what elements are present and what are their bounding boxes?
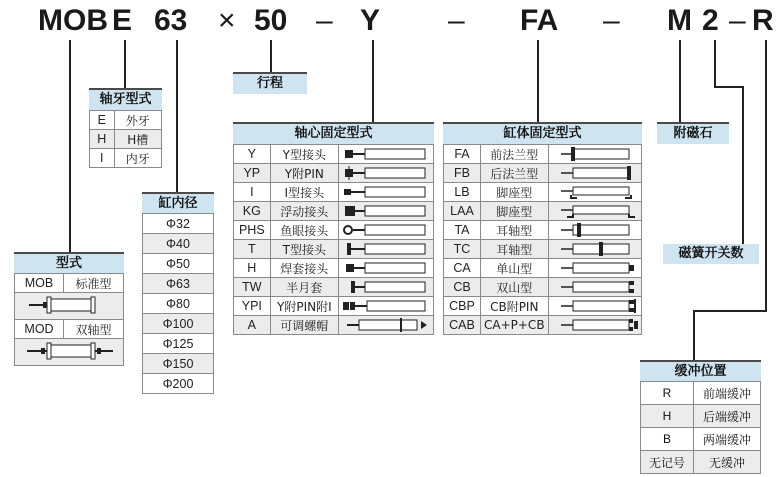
connector-line	[69, 40, 71, 252]
table-row	[143, 314, 214, 334]
body-code: LB	[444, 183, 481, 202]
body-code: CA	[444, 259, 481, 278]
cylinder-icon	[339, 240, 434, 259]
body-label: 脚座型	[481, 183, 549, 202]
table-row	[234, 202, 434, 221]
bore-value: Φ150	[143, 354, 214, 374]
rod-code: YPI	[234, 297, 271, 316]
style-code: MOB	[15, 274, 64, 293]
thread-type-table	[89, 110, 162, 168]
cylinder-icon	[548, 202, 641, 221]
table-row	[641, 428, 761, 451]
table-row	[15, 320, 124, 339]
table-row	[444, 259, 642, 278]
cylinder-icon	[548, 297, 641, 316]
table-row	[444, 297, 642, 316]
rod-label: 浮动接头	[270, 202, 338, 221]
connector-line	[714, 40, 716, 88]
cylinder-icon	[339, 221, 434, 240]
body-code: FB	[444, 164, 481, 183]
body-label: CA+P+CB	[481, 316, 549, 335]
cushion-code: 无记号	[641, 451, 694, 474]
table-row	[444, 316, 642, 335]
table-row	[90, 149, 162, 168]
table-row	[143, 274, 214, 294]
body-code: FA	[444, 145, 481, 164]
rod-code: PHS	[234, 221, 271, 240]
table-row	[234, 145, 434, 164]
double-rod-cylinder-icon	[15, 339, 124, 366]
thread-label: H槽	[114, 130, 161, 149]
rod-label: 可调螺帽	[270, 316, 338, 335]
bore-value: Φ200	[143, 374, 214, 394]
rod-label: T型接头	[270, 240, 338, 259]
thread-label: 外牙	[114, 111, 161, 130]
cylinder-icon	[548, 259, 641, 278]
cylinder-icon	[548, 316, 641, 335]
connector-line	[742, 86, 744, 244]
table-row	[641, 451, 761, 474]
connector-line	[372, 40, 374, 122]
cylinder-icon	[548, 221, 641, 240]
table-row	[15, 293, 124, 320]
table-row	[444, 202, 642, 221]
table-row	[143, 294, 214, 314]
cylinder-icon	[548, 183, 641, 202]
rod-code: T	[234, 240, 271, 259]
table-row	[143, 374, 214, 394]
table-row	[444, 164, 642, 183]
table-row	[444, 278, 642, 297]
thread-label: 内牙	[114, 149, 161, 168]
table-row	[15, 339, 124, 366]
connector-line	[270, 40, 272, 72]
bore-value: Φ80	[143, 294, 214, 314]
cushion-label: 前端缓冲	[694, 382, 761, 405]
cylinder-icon	[339, 316, 434, 335]
rod-code: H	[234, 259, 271, 278]
table-row	[143, 254, 214, 274]
magnet-title: 附磁石	[657, 122, 729, 144]
rod-code: Y	[234, 145, 271, 164]
code-dash-4: –	[729, 4, 746, 37]
style-label: 双轴型	[64, 320, 124, 339]
style-title: 型式	[14, 252, 124, 274]
rod-label: 半月套	[270, 278, 338, 297]
body-mount-table	[443, 144, 642, 335]
table-row	[234, 259, 434, 278]
connector-line	[176, 40, 178, 192]
switch-count-title: 磁簧开关数	[663, 244, 759, 264]
bore-value: Φ50	[143, 254, 214, 274]
body-label: CB附PIN	[481, 297, 549, 316]
body-label: 耳轴型	[481, 240, 549, 259]
rod-label: I型接头	[270, 183, 338, 202]
rod-code: A	[234, 316, 271, 335]
code-dash-3: –	[603, 4, 620, 37]
body-code: TA	[444, 221, 481, 240]
body-label: 脚座型	[481, 202, 549, 221]
cushion-label: 两端缓冲	[694, 428, 761, 451]
table-row	[143, 214, 214, 234]
thread-code: I	[90, 149, 115, 168]
table-row	[90, 111, 162, 130]
body-label: 单山型	[481, 259, 549, 278]
connector-line	[124, 40, 126, 88]
table-row	[143, 334, 214, 354]
connector-line	[714, 86, 744, 88]
body-label: 前法兰型	[481, 145, 549, 164]
code-stroke: 50	[254, 4, 288, 37]
cylinder-icon	[548, 278, 641, 297]
connector-line	[693, 310, 767, 312]
cylinder-icon	[339, 164, 434, 183]
style-label: 标准型	[64, 274, 124, 293]
table-row	[444, 221, 642, 240]
rod-label: Y附PIN	[270, 164, 338, 183]
cushion-code: B	[641, 428, 694, 451]
cylinder-icon	[339, 259, 434, 278]
body-mount-title: 缸体固定型式	[443, 122, 642, 144]
code-body-mount: FA	[520, 4, 559, 37]
body-code: CB	[444, 278, 481, 297]
rod-label: Y附PIN附I	[270, 297, 338, 316]
table-row	[143, 354, 214, 374]
table-row	[234, 183, 434, 202]
thread-code: H	[90, 130, 115, 149]
connector-line	[693, 310, 695, 360]
table-row	[444, 145, 642, 164]
table-row	[444, 183, 642, 202]
table-row	[15, 274, 124, 293]
body-code: LAA	[444, 202, 481, 221]
thread-code: E	[90, 111, 115, 130]
table-row	[234, 316, 434, 335]
rod-label: 鱼眼接头	[270, 221, 338, 240]
body-code: CAB	[444, 316, 481, 335]
code-times: ×	[218, 4, 236, 37]
table-row	[90, 130, 162, 149]
code-thread: E	[112, 4, 133, 37]
code-rod-mount: Y	[360, 4, 381, 37]
rod-code: I	[234, 183, 271, 202]
table-row	[234, 278, 434, 297]
body-label: 双山型	[481, 278, 549, 297]
rod-label: 焊套接头	[270, 259, 338, 278]
code-magnet: M	[667, 4, 692, 37]
bore-table	[142, 213, 214, 394]
style-table	[14, 273, 124, 366]
rod-label: Y型接头	[270, 145, 338, 164]
table-row	[234, 240, 434, 259]
rod-code: TW	[234, 278, 271, 297]
cylinder-icon	[339, 297, 434, 316]
cylinder-icon	[548, 164, 641, 183]
body-code: CBP	[444, 297, 481, 316]
bore-value: Φ125	[143, 334, 214, 354]
cylinder-icon	[339, 183, 434, 202]
table-row	[143, 234, 214, 254]
cylinder-icon	[339, 202, 434, 221]
bore-value: Φ40	[143, 234, 214, 254]
rod-mount-title: 轴心固定型式	[233, 122, 434, 144]
cushion-code: R	[641, 382, 694, 405]
rod-mount-table	[233, 144, 434, 335]
standard-cylinder-icon	[15, 293, 124, 320]
style-code: MOD	[15, 320, 64, 339]
cylinder-icon	[339, 145, 434, 164]
connector-line	[679, 40, 681, 122]
code-prefix: MOB	[38, 4, 108, 37]
table-row	[234, 164, 434, 183]
table-row	[641, 405, 761, 428]
body-label: 后法兰型	[481, 164, 549, 183]
rod-code: KG	[234, 202, 271, 221]
code-switch-count: 2	[702, 4, 719, 37]
code-cushion: R	[752, 4, 774, 37]
table-row	[234, 297, 434, 316]
table-row	[234, 221, 434, 240]
cushion-table	[640, 381, 761, 474]
cushion-label: 后端缓冲	[694, 405, 761, 428]
table-row	[444, 240, 642, 259]
connector-line	[537, 40, 539, 122]
body-code: TC	[444, 240, 481, 259]
bore-value: Φ32	[143, 214, 214, 234]
cylinder-icon	[339, 278, 434, 297]
code-bore: 63	[154, 4, 188, 37]
cylinder-icon	[548, 145, 641, 164]
code-dash-1: –	[316, 4, 333, 37]
table-row	[641, 382, 761, 405]
stroke-title: 行程	[233, 72, 307, 94]
code-dash-2: –	[448, 4, 465, 37]
rod-code: YP	[234, 164, 271, 183]
cushion-title: 缓冲位置	[640, 360, 761, 382]
cushion-label: 无缓冲	[694, 451, 761, 474]
bore-title: 缸内径	[142, 192, 214, 214]
connector-line	[765, 40, 767, 312]
cushion-code: H	[641, 405, 694, 428]
bore-value: Φ100	[143, 314, 214, 334]
bore-value: Φ63	[143, 274, 214, 294]
body-label: 耳轴型	[481, 221, 549, 240]
cylinder-icon	[548, 240, 641, 259]
thread-type-title: 轴牙型式	[89, 88, 162, 110]
